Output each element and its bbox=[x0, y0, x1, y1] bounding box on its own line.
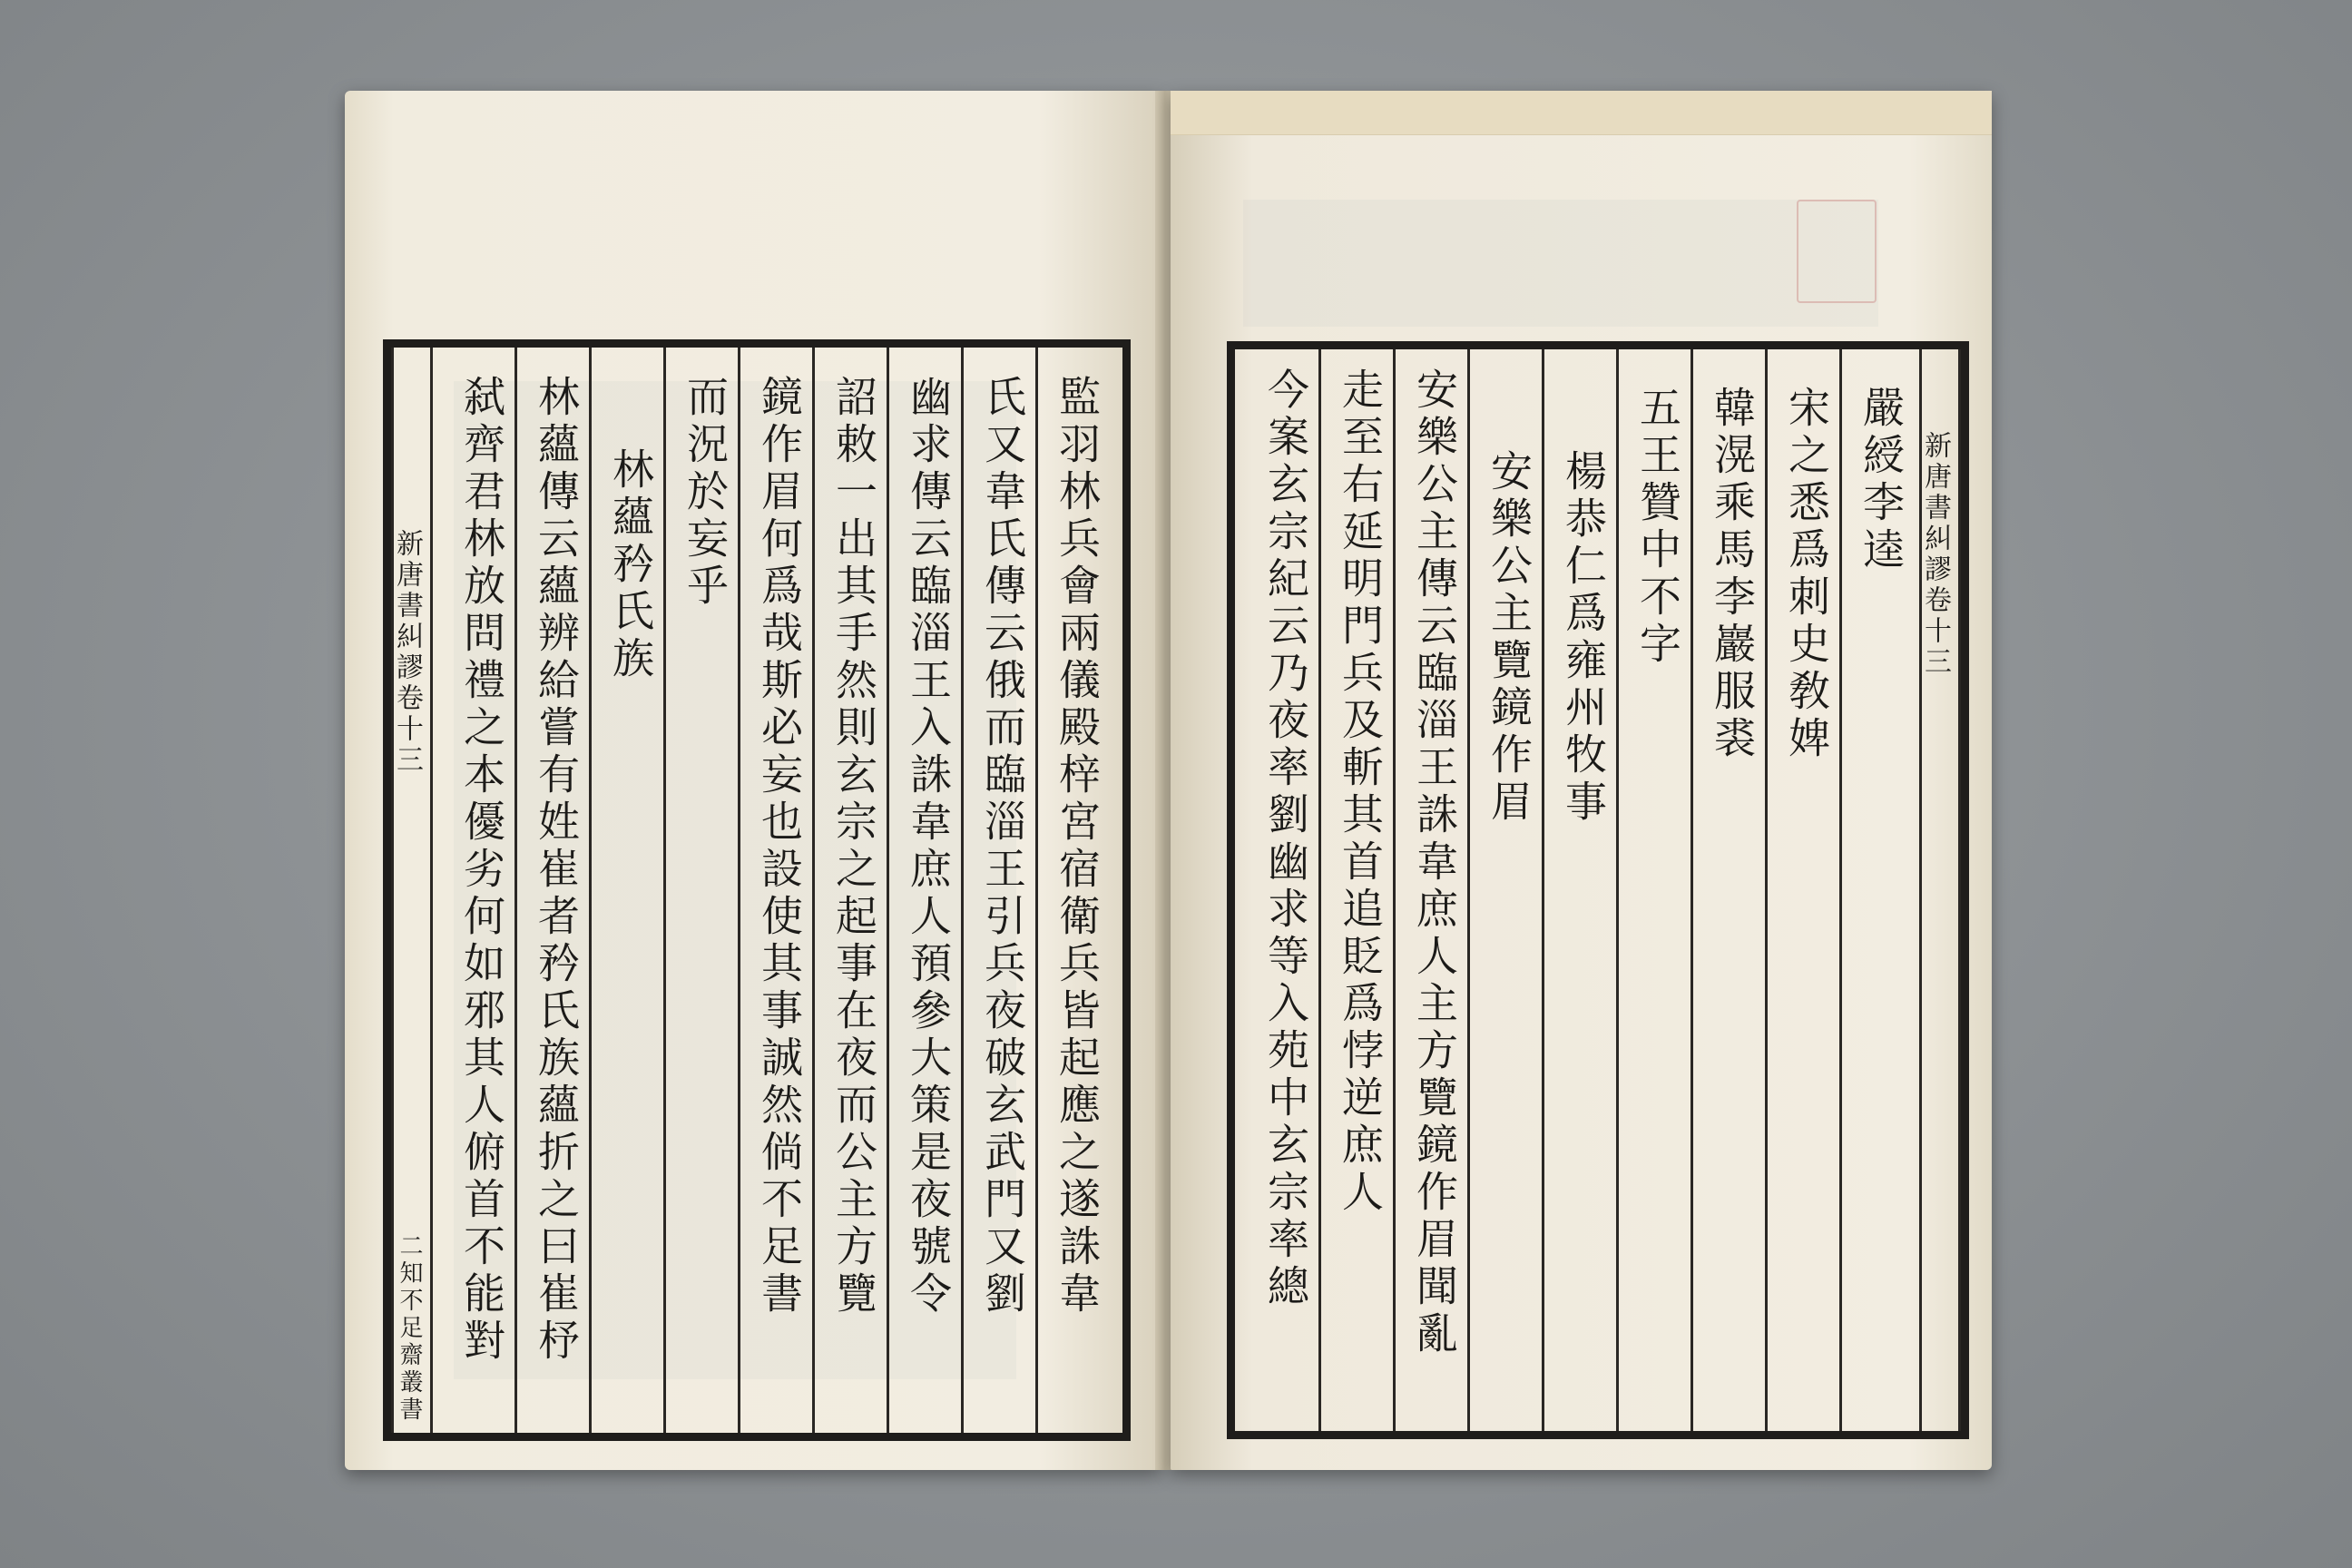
right-col-5: 楊恭仁爲雍州牧事 bbox=[1559, 449, 1608, 827]
column-rule bbox=[1467, 349, 1470, 1431]
column-rule bbox=[589, 348, 592, 1433]
left-col-6: 而況於妄乎 bbox=[681, 375, 730, 611]
column-rule bbox=[1393, 349, 1396, 1431]
right-col-6-heading: 安樂公主覽鏡作眉 bbox=[1485, 449, 1534, 827]
right-col-3: 韓滉乘馬李巖服裘 bbox=[1708, 386, 1757, 763]
left-col-4: 詔敕一出其手然則玄宗之起事在夜而公主方覽 bbox=[829, 375, 878, 1318]
left-col-3: 幽求傳云臨淄王入誅韋庶人預參大策是夜號令 bbox=[904, 375, 953, 1318]
left-page-margin-column bbox=[391, 348, 433, 1433]
left-col-5: 鏡作眉何爲哉斯必妄也設使其事誠然倘不足書 bbox=[755, 375, 804, 1318]
column-rule bbox=[514, 348, 517, 1433]
right-col-7: 安樂公主傳云臨淄王誅韋庶人主方覽鏡作眉聞亂 bbox=[1410, 368, 1459, 1358]
column-rule bbox=[887, 348, 889, 1433]
right-col-2: 宋之悉爲刺史敎婢 bbox=[1782, 386, 1831, 763]
right-col-8: 走至右延明門兵及斬其首追貶爲悖逆庶人 bbox=[1336, 368, 1385, 1217]
left-page bbox=[345, 91, 1161, 1470]
column-rule bbox=[1765, 349, 1768, 1431]
bleed-through-shadow bbox=[1243, 200, 1878, 327]
right-col-9: 今案玄宗紀云乃夜率劉幽求等入苑中玄宗率總 bbox=[1261, 368, 1310, 1311]
column-rule bbox=[1542, 349, 1544, 1431]
right-page-text-block bbox=[1227, 341, 1969, 1439]
left-col-8: 林蘊傳云蘊辨給嘗有姓崔者矜氏族蘊折之曰崔杼 bbox=[532, 375, 581, 1366]
left-col-2: 氏又韋氏傳云俄而臨淄王引兵夜破玄武門又劉 bbox=[978, 375, 1027, 1318]
column-rule bbox=[663, 348, 666, 1433]
column-rule bbox=[1839, 349, 1842, 1431]
left-col-1: 監羽林兵會兩儀殿梓宮宿衛兵皆起應之遂誅韋 bbox=[1053, 375, 1102, 1318]
right-page-top-edge bbox=[1171, 91, 1992, 135]
open-book bbox=[345, 91, 1996, 1470]
left-col-7-heading: 林蘊矜氏族 bbox=[606, 447, 655, 683]
left-col-9: 弑齊君林放問禮之本優劣何如邪其人俯首不能對 bbox=[457, 375, 506, 1366]
faint-seal-mark bbox=[1797, 200, 1877, 303]
column-rule bbox=[1318, 349, 1321, 1431]
right-margin-book-title: 新唐書糾謬卷十三 bbox=[1919, 431, 1951, 678]
column-rule bbox=[738, 348, 740, 1433]
column-rule bbox=[961, 348, 964, 1433]
right-col-1: 嚴綬李逵 bbox=[1857, 386, 1906, 574]
column-rule bbox=[812, 348, 815, 1433]
right-col-4: 五王贊中不字 bbox=[1633, 386, 1682, 669]
column-rule bbox=[1035, 348, 1038, 1433]
column-rule bbox=[1616, 349, 1619, 1431]
left-margin-book-title: 新唐書糾謬卷十三 bbox=[391, 529, 423, 776]
column-rule bbox=[1690, 349, 1693, 1431]
left-page-text-block bbox=[383, 339, 1131, 1441]
right-page-margin-column bbox=[1919, 349, 1961, 1431]
left-margin-publisher: 二知不足齋叢書 bbox=[396, 1233, 423, 1424]
